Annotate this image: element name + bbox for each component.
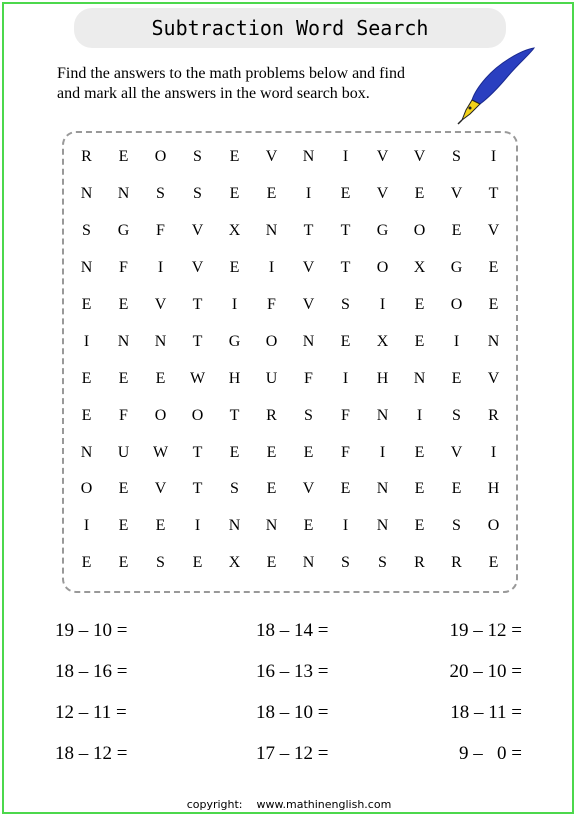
grid-letter[interactable]: E [118, 517, 129, 535]
grid-letter[interactable]: E [118, 480, 129, 498]
grid-letter[interactable]: F [304, 369, 313, 387]
footer [0, 798, 578, 811]
grid-letter[interactable]: S [378, 554, 387, 572]
grid-letter[interactable]: N [80, 185, 93, 203]
grid-letter[interactable]: N [80, 259, 93, 277]
grid-letter[interactable]: G [117, 222, 130, 240]
grid-letter[interactable]: S [193, 185, 202, 203]
grid-letter[interactable]: N [117, 332, 130, 350]
grid-letter[interactable]: I [231, 296, 238, 313]
math-problem: 19 – 12 = [449, 620, 522, 641]
grid-letter[interactable]: V [376, 185, 389, 203]
grid-letter[interactable]: N [413, 369, 426, 387]
grid-letter[interactable]: E [266, 185, 277, 203]
math-problem: 17 – 12 = [256, 743, 329, 764]
grid-letter[interactable]: X [228, 554, 241, 572]
grid-letter[interactable]: I [453, 332, 460, 350]
grid-letter[interactable]: T [340, 222, 351, 240]
grid-letter[interactable]: G [376, 222, 389, 240]
grid-letter[interactable]: I [342, 369, 349, 387]
grid-letter[interactable]: S [230, 480, 239, 498]
grid-letter[interactable]: I [490, 443, 497, 461]
grid-letter[interactable]: N [265, 222, 278, 240]
grid-letter[interactable]: E [118, 296, 129, 313]
grid-letter[interactable]: E [488, 554, 499, 572]
grid-letter[interactable]: O [154, 406, 167, 424]
grid-letter[interactable]: E [414, 517, 425, 535]
grid-letter[interactable]: V [302, 480, 315, 498]
grid-letter[interactable]: V [302, 259, 315, 277]
grid-letter[interactable]: E [81, 554, 92, 572]
grid-letter[interactable]: I [268, 259, 275, 277]
grid-letter[interactable]: I [342, 517, 349, 535]
copyright-site: www.mathinenglish.com [256, 798, 392, 811]
grid-letter[interactable]: V [191, 222, 204, 240]
grid-letter[interactable]: X [413, 259, 426, 277]
grid-letter[interactable]: I [379, 443, 386, 461]
grid-letter[interactable]: O [191, 406, 204, 424]
grid-letter[interactable]: E [155, 517, 166, 535]
grid-letter[interactable]: E [340, 185, 351, 203]
grid-letter[interactable]: R [81, 148, 92, 166]
grid-letter[interactable]: E [266, 443, 277, 461]
grid-letter[interactable]: O [154, 148, 167, 166]
grid-letter[interactable]: T [303, 222, 314, 240]
grid-letter[interactable]: F [341, 443, 350, 461]
grid-letter[interactable]: V [154, 296, 167, 313]
grid-letter[interactable]: S [341, 296, 350, 313]
grid-letter[interactable]: V [450, 185, 463, 203]
grid-letter[interactable]: N [154, 332, 167, 350]
grid-letter[interactable]: N [376, 517, 389, 535]
grid-letter[interactable]: O [450, 296, 463, 313]
grid-letter[interactable]: R [451, 554, 462, 572]
math-problem: 12 – 11 = [55, 702, 127, 723]
quill-pen-icon [452, 44, 536, 126]
grid-letter[interactable]: S [452, 406, 461, 424]
grid-letter[interactable]: I [416, 406, 423, 424]
grid-letter[interactable]: E [303, 443, 314, 461]
grid-letter[interactable]: I [342, 148, 349, 166]
grid-letter[interactable]: E [451, 222, 462, 240]
worksheet-title: Subtraction Word Search [74, 8, 506, 48]
grid-letter[interactable]: F [119, 259, 128, 277]
grid-letter[interactable]: S [193, 148, 202, 166]
grid-letter[interactable]: E [229, 148, 240, 166]
grid-letter[interactable]: E [414, 480, 425, 498]
grid-letter[interactable]: E [451, 369, 462, 387]
grid-letter[interactable]: I [490, 148, 497, 166]
grid-letter[interactable]: G [450, 259, 463, 277]
grid-letter[interactable]: N [80, 443, 93, 461]
word-search-grid [68, 139, 512, 582]
grid-letter[interactable]: V [302, 296, 315, 313]
math-problem: 18 – 10 = [256, 702, 329, 723]
grid-letter[interactable]: E [303, 517, 314, 535]
grid-letter[interactable]: S [156, 185, 165, 203]
grid-letter[interactable]: S [452, 148, 461, 166]
math-problems [0, 620, 578, 780]
math-problem: 19 – 10 = [55, 620, 128, 641]
grid-letter[interactable]: W [152, 443, 169, 461]
grid-letter[interactable]: O [413, 222, 426, 240]
grid-letter[interactable]: T [340, 259, 351, 277]
grid-letter[interactable]: I [157, 259, 164, 277]
grid-letter[interactable]: H [376, 369, 389, 387]
instructions-line-1: Find the answers to the math problems below and find [57, 65, 405, 82]
grid-letter[interactable]: N [376, 406, 389, 424]
grid-letter[interactable]: S [341, 554, 350, 572]
grid-letter[interactable]: V [413, 148, 426, 166]
grid-letter[interactable]: X [228, 222, 241, 240]
grid-letter[interactable]: V [191, 259, 204, 277]
grid-letter[interactable]: N [376, 480, 389, 498]
grid-letter[interactable]: E [414, 185, 425, 203]
instructions-line-2: and mark all the answers in the word search box. [57, 85, 370, 102]
grid-letter[interactable]: E [488, 259, 499, 277]
grid-letter[interactable]: S [156, 554, 165, 572]
math-problem: 9 – 0 = [459, 743, 522, 764]
grid-letter[interactable]: N [302, 148, 315, 166]
grid-letter[interactable]: T [192, 332, 203, 350]
grid-letter[interactable]: E [488, 296, 499, 313]
math-problem: 18 – 11 = [450, 702, 522, 723]
grid-letter[interactable]: T [192, 443, 203, 461]
grid-letter[interactable]: V [487, 222, 500, 240]
grid-letter[interactable]: N [265, 517, 278, 535]
grid-letter[interactable]: F [119, 406, 128, 424]
copyright-label: copyright: [186, 798, 243, 811]
grid-letter[interactable]: S [452, 517, 461, 535]
grid-letter[interactable]: O [376, 259, 389, 277]
grid-letter[interactable]: E [414, 443, 425, 461]
grid-letter[interactable]: R [414, 554, 425, 572]
grid-letter[interactable]: I [83, 517, 90, 535]
grid-letter[interactable]: U [117, 443, 130, 461]
grid-letter[interactable]: T [229, 406, 240, 424]
math-problem: 16 – 13 = [256, 661, 329, 682]
grid-letter[interactable]: E [340, 480, 351, 498]
grid-letter[interactable]: E [229, 443, 240, 461]
math-problem: 18 – 12 = [55, 743, 128, 764]
math-problem: 18 – 14 = [256, 620, 329, 641]
grid-letter[interactable]: E [451, 480, 462, 498]
grid-letter[interactable]: E [229, 259, 240, 277]
grid-letter[interactable]: R [266, 406, 277, 424]
grid-letter[interactable]: E [414, 296, 425, 313]
grid-letter[interactable]: O [80, 480, 93, 498]
grid-letter[interactable]: I [305, 185, 312, 203]
grid-letter[interactable]: U [265, 369, 278, 387]
grid-letter[interactable]: E [192, 554, 203, 572]
grid-letter[interactable]: E [266, 554, 277, 572]
grid-letter[interactable]: H [487, 480, 500, 498]
grid-letter[interactable]: F [156, 222, 165, 240]
grid-letter[interactable]: E [229, 185, 240, 203]
grid-letter[interactable]: S [82, 222, 91, 240]
grid-letter[interactable]: E [266, 480, 277, 498]
grid-letter[interactable]: O [265, 332, 278, 350]
grid-letter[interactable]: E [414, 332, 425, 350]
grid-letter[interactable]: E [118, 554, 129, 572]
grid-letter[interactable]: E [155, 369, 166, 387]
instructions [57, 64, 437, 104]
grid-letter[interactable]: X [376, 332, 389, 350]
math-problem: 18 – 16 = [55, 661, 128, 682]
grid-letter[interactable]: V [487, 369, 500, 387]
grid-letter[interactable]: W [189, 369, 206, 387]
grid-letter[interactable]: N [487, 332, 500, 350]
grid-letter[interactable]: S [304, 406, 313, 424]
grid-letter[interactable]: N [228, 517, 241, 535]
grid-letter[interactable]: V [154, 480, 167, 498]
grid-letter[interactable]: N [302, 332, 315, 350]
grid-letter[interactable]: I [83, 332, 90, 350]
grid-letter[interactable]: V [265, 148, 278, 166]
grid-letter[interactable]: E [81, 369, 92, 387]
grid-letter[interactable]: N [302, 554, 315, 572]
grid-letter[interactable]: V [450, 443, 463, 461]
grid-letter[interactable]: T [488, 185, 499, 203]
grid-letter[interactable]: F [341, 406, 350, 424]
grid-letter[interactable]: G [228, 332, 241, 350]
grid-letter[interactable]: E [118, 369, 129, 387]
grid-letter[interactable]: T [192, 480, 203, 498]
grid-letter[interactable]: E [81, 406, 92, 424]
grid-letter[interactable]: F [267, 296, 276, 313]
grid-letter[interactable]: E [118, 148, 129, 166]
grid-letter[interactable]: O [487, 517, 500, 535]
grid-letter[interactable]: E [340, 332, 351, 350]
grid-letter[interactable]: H [228, 369, 241, 387]
grid-letter[interactable]: I [379, 296, 386, 313]
math-problem: 20 – 10 = [449, 661, 522, 682]
grid-letter[interactable]: T [192, 296, 203, 313]
grid-letter[interactable]: I [194, 517, 201, 535]
grid-letter[interactable]: E [81, 296, 92, 313]
grid-letter[interactable]: V [376, 148, 389, 166]
grid-letter[interactable]: R [488, 406, 499, 424]
grid-letter[interactable]: N [117, 185, 130, 203]
